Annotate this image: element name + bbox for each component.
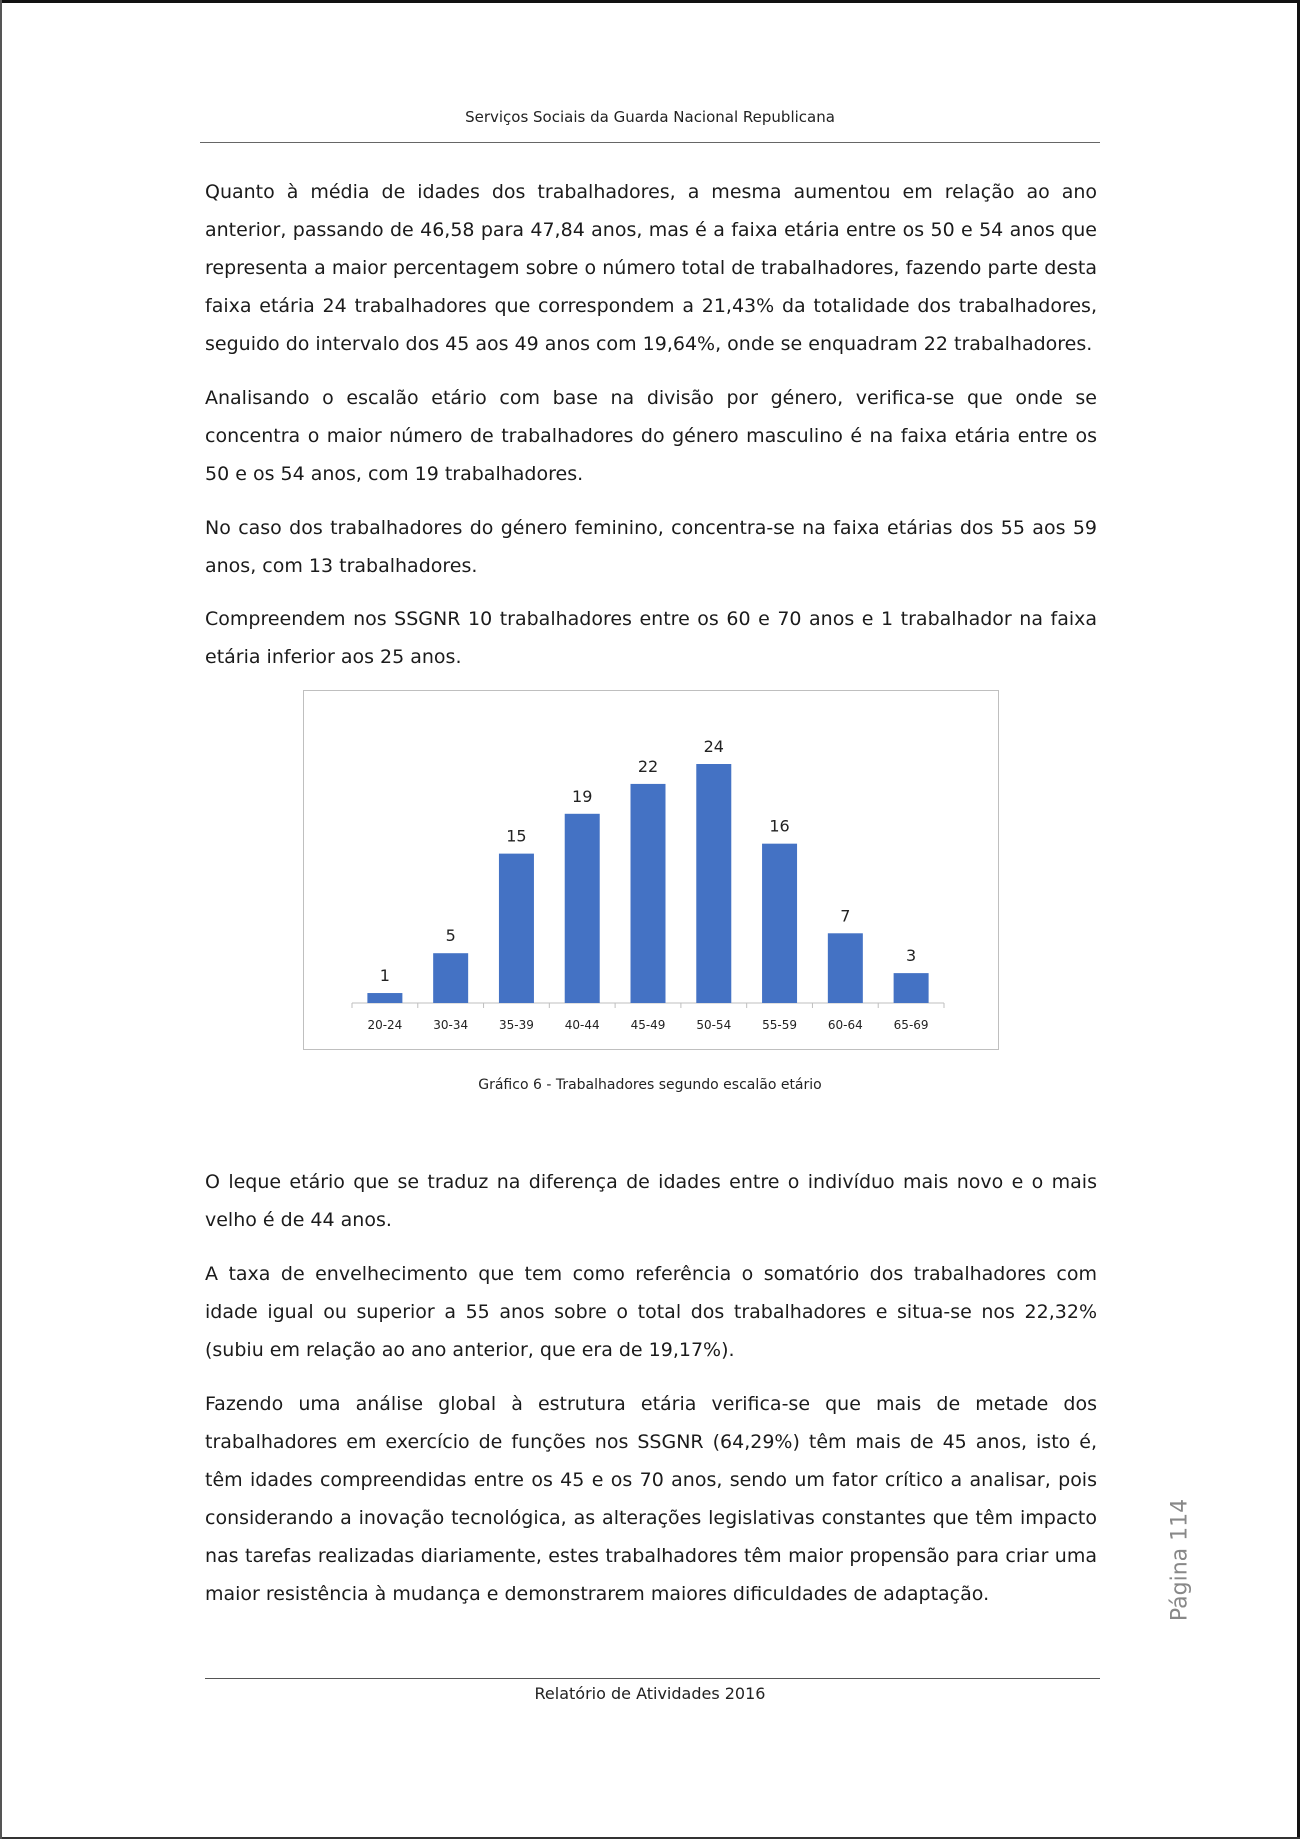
bar-45-49 [631,784,666,1003]
data-label-60-64: 7 [840,906,851,926]
bar-50-54 [696,764,731,1003]
data-label-40-44: 19 [572,786,593,806]
bar-60-64 [828,933,863,1003]
bar-35-39 [499,854,534,1003]
data-label-35-39: 15 [506,826,527,846]
paragraph-global-analysis: Fazendo uma análise global à estrutura etária verifica-se que mais de metade dos trabalhadores em exercício de funções nos SSGNR (64,29%) têm mais de 45 anos, isto é, têm idades compreendidas entre os 45 e os 70 anos, sendo um fator crítico a analisar, pois considerando a inovação tecnológica, as alterações legislativas constantes que têm impacto nas tarefas realizadas diariamente, estes trabalhadores têm maior propensão para criar uma maior resistência à mudança e demonstrarem maiores dificuldades de adaptação. [205,1393,1097,1605]
tick-label-65-69: 65-69 [893,1018,929,1032]
bar-20-24 [367,993,402,1003]
page-number [1167,1498,1196,1622]
paragraph-aging-rate: A taxa de envelhecimento que tem como referência o somatório dos trabalhadores com idade igual ou superior a 55 anos sobre o total dos trabalhadores e situa-se nos 22,32% (subiu em relação ao ano anterior, que era de 19,17%). [205,1263,1097,1361]
page-border-left [0,0,2,1839]
bar-55-59 [762,844,797,1003]
paragraph-gender-male: Analisando o escalão etário com base na divisão por género, verifica-se que onde se concentra o maior número de trabalhadores do género masculino é na faixa etária entre os 50 e os 54 anos, com 19 trabalhadores. [205,387,1097,485]
data-label-30-34: 5 [445,926,456,946]
page-border-top [0,0,1300,3]
page-number-label: Página 114 [1167,1498,1193,1622]
header-divider [200,142,1100,143]
tick-label-40-44: 40-44 [564,1018,600,1032]
tick-label-20-24: 20-24 [367,1018,403,1032]
tick-label-55-59: 55-59 [762,1018,797,1032]
data-label-55-59: 16 [769,816,790,836]
data-label-20-24: 1 [379,966,390,986]
paragraph-gender-female: No caso dos trabalhadores do género feminino, concentra-se na faixa etárias dos 55 aos 59 anos, com 13 trabalhadores. [205,517,1097,577]
age-bar-chart [303,690,999,1050]
bar-65-69 [894,973,929,1003]
chart-caption: Gráfico 6 - Trabalhadores segundo escalão etário [478,1077,822,1093]
page-header: Serviços Sociais da Guarda Nacional Republicana [465,108,835,126]
tick-label-60-64: 60-64 [827,1018,863,1032]
data-label-65-69: 3 [906,946,917,966]
bar-30-34 [433,953,468,1003]
tick-label-35-39: 35-39 [499,1018,534,1032]
data-label-45-49: 22 [637,756,659,776]
tick-label-45-49: 45-49 [630,1018,666,1032]
data-label-50-54: 24 [703,737,724,756]
paragraph-age-range: O leque etário que se traduz na diferença de idades entre o indivíduo mais novo e o mais velho é de 44 anos. [205,1171,1097,1231]
page-footer: Relatório de Atividades 2016 [534,1684,766,1703]
paragraph-age-average: Quanto à média de idades dos trabalhadores, a mesma aumentou em relação ao ano anterior, passando de 46,58 para 47,84 anos, mas é a faixa etária entre os 50 e 54 anos que representa a maior percentagem sobre o número total de trabalhadores, fazendo parte desta faixa etária 24 trabalhadores que correspondem a 21,43% da totalidade dos trabalhadores, seguido do intervalo dos 45 aos 49 anos com 19,64%, onde se enquadram 22 trabalhadores. [205,181,1097,355]
tick-label-30-34: 30-34 [433,1018,469,1032]
tick-label-50-54: 50-54 [696,1018,732,1032]
bar-40-44 [565,814,600,1003]
chart-canvas [304,691,998,1049]
paragraph-extremes: Compreendem nos SSGNR 10 trabalhadores entre os 60 e 70 anos e 1 trabalhador na faixa etária inferior aos 25 anos. [205,608,1097,668]
footer-divider [205,1678,1100,1679]
